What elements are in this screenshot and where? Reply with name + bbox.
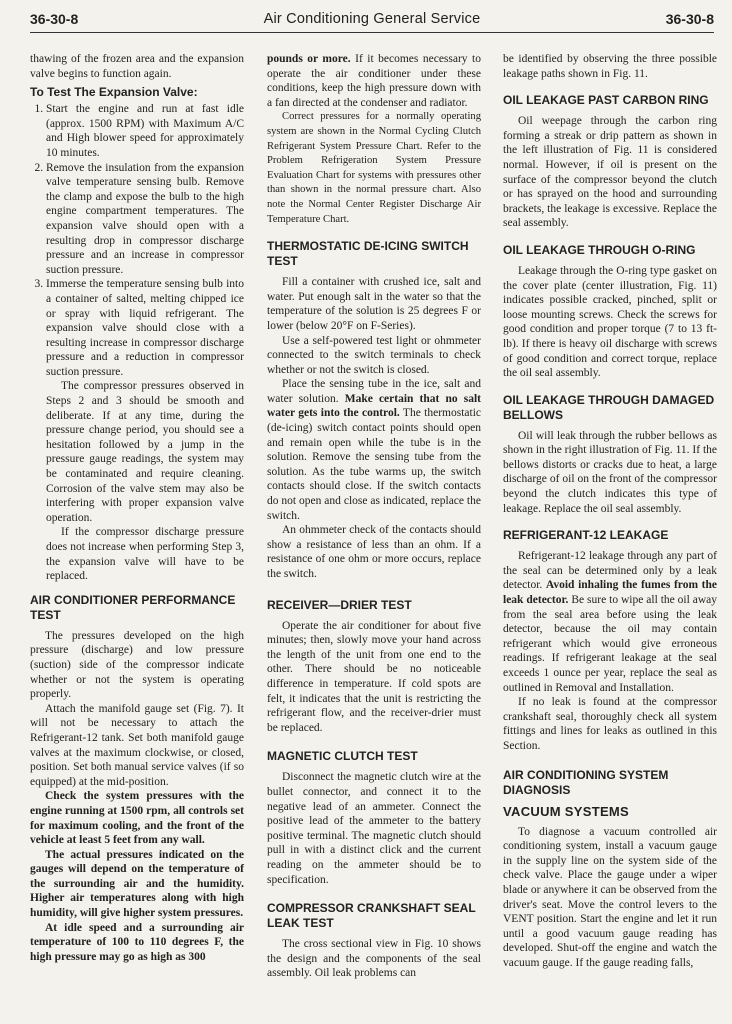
section-title: Air Conditioning General Service <box>263 11 481 27</box>
bold-text: Avoid inhaling the fumes from the leak detector. <box>503 579 717 607</box>
paragraph: If the compressor discharge pressure does not increase when performing Step 3, the expansion valve will have to be replaced. <box>46 526 244 583</box>
text: Be sure to wipe all the oil away from the seal area before using the leak detector, because the oil may contain refrigerant which would give erroneous readings. If refrigerant leakage at the seal exceeds 1 ounce per year, replace the seal as outlined in Removal and Installation. <box>503 594 717 694</box>
heading-o-ring: OIL LEAKAGE THROUGH O-RING <box>503 242 696 257</box>
heading-receiver-drier-test: RECEIVER—DRIER TEST <box>267 597 412 612</box>
paragraph: Operate the air conditioner for about five minutes; then, slowly move your hand across the length of the unit from one end to the other. There should be no noticeable difference in temperature. If cold spots are felt, it indicates that the unit is restricting the refrigerant flow, and the receiver-drier must be replaced. <box>267 619 481 734</box>
text: If it becomes necessary to operate the air conditioner under these conditions, keep the high pressure down with a fan directed at the condenser and radiator. <box>267 53 481 109</box>
paragraph <box>503 549 717 695</box>
paragraph: The pressures developed on the high pressure (discharge) and low pressure (suction) side of the compressor indicate whether or not the system is operating properly. <box>30 629 244 701</box>
page-number-left: 36-30-8 <box>30 11 79 27</box>
page-number-right: 36-30-8 <box>665 11 714 27</box>
text: Place the sensing tube in the ice, salt and water solution. <box>267 378 481 405</box>
step-item: 3. Immerse the temperature sensing bulb into a container of salted, melting chipped ice or spray with liquid refrigerant. The expansion valve should close with a resulting increase in compressor discharge pressure and a reduction in compressor suction pressure. <box>46 277 244 379</box>
paragraph: The compressor pressures observed in Steps 2 and 3 should be smooth and deliberate. If at any time, during the pressure change period, you should see a hesitation followed by a jump in the pressure gauge readings, the system may be contaminated and require cleaning. Corrosion of the valve stem may also be interfering with proper expansion valve operation. <box>46 380 244 524</box>
numbered-steps <box>30 102 244 379</box>
column-2 <box>267 52 481 981</box>
heading-thermostatic-switch-test: THERMOSTATIC DE-ICING SWITCH TEST <box>267 239 469 269</box>
paragraph: be identified by observing the three possible leakage paths shown in Fig. 11. <box>503 53 717 80</box>
step-item: 1. Start the engine and run at fast idle (approx. 1500 RPM) with Maximum A/C and High blower speed for approximately 10 minutes. <box>46 102 244 160</box>
paragraph <box>267 52 481 110</box>
paragraph: Correct pressures for a normally operating system are shown in the Normal Cycling Clutch Refrigerant System Pressure Chart. Refer to the Problem Refrigeration System Pressure Evaluation Chart for systems with pressures other than shown in the normal pressure chart. Also note the Normal Center Register Discharge Air Temperature Chart. <box>267 111 481 225</box>
heading-refrigerant-leakage: REFRIGERANT-12 LEAKAGE <box>503 528 669 543</box>
paragraph: Oil will leak through the rubber bellows as shown in the right illustration of Fig. 11. If the bellows distorts or cracks due to heat, a large discharge of oil on the front of the compressor beyond the clutch indicates this type of leakage. Replace the oil seal assembly. <box>503 429 717 515</box>
header-rule <box>30 32 714 33</box>
paragraph <box>267 275 481 333</box>
paragraph: To diagnose a vacuum controlled air conditioning system, install a vacuum gauge in the supply line on the system side of the check valve. Place the gauge under a wiper blade or anywhere it can be observed from the driver's seat. Move the control levers to the VENT position. Start the engine and let it run until a good vacuum gauge reading has developed. Shut-off the engine and watch the vacuum gauge. If the gauge reading falls, <box>503 825 717 969</box>
paragraph: An ohmmeter check of the contacts should show a resistance of less than an ohm. If a resistance of one ohm or more occurs, replace the switch. <box>267 524 481 580</box>
bold-paragraph: Check the system pressures with the engine running at 1500 rpm, all controls set for maximum cooling, and the front of the vehicle at least 5 feet from any wall. <box>30 790 244 847</box>
paragraph: Oil weepage through the carbon ring forming a streak or drip pattern as shown in the left illustration of Fig. 11 is considered normal. However, if oil is present on the surface of the compressor beyond the clutch or has sprayed on the hood and surrounding brackets, the leakage is excessive. Replace the seal assembly. <box>503 115 717 230</box>
text: The thermostatic (de-icing) switch contact points should open and remain open while the tube is in the solution. Remove the sensing tube from the solution. As the tube warms up, the switch contacts should close. If the switch contacts do not open and close as indicated, replace the switch. <box>267 407 482 522</box>
bold-text: Make certain that no salt water gets into the control. <box>267 392 481 420</box>
paragraph: If no leak is found at the compressor crankshaft seal, thoroughly check all system fittings and lines for leaks as outlined in this Section. <box>503 696 717 752</box>
text: Fill a container with crushed ice, salt and water. <box>267 276 481 303</box>
paragraph: Use a self-powered test light or ohmmeter connected to the switch terminals to check whether or not the switch is closed. <box>267 334 481 376</box>
heading-carbon-ring: OIL LEAKAGE PAST CARBON RING <box>503 93 709 108</box>
heading-vacuum-systems: VACUUM SYSTEMS <box>503 803 630 819</box>
paragraph <box>267 377 481 523</box>
heading-crankshaft-seal-test: COMPRESSOR CRANKSHAFT SEAL LEAK TEST <box>267 901 476 931</box>
heading-damaged-bellows: OIL LEAKAGE THROUGH DAMAGED BELLOWS <box>503 392 715 422</box>
bold-text: pounds or more. <box>267 53 351 65</box>
paragraph: The cross sectional view in Fig. 10 shows the design and the components of the seal assembly. Oil leak problems can <box>267 938 481 980</box>
paragraph: thawing of the frozen area and the expansion valve begins to function again. <box>30 53 244 80</box>
paragraph: Disconnect the magnetic clutch wire at the bullet connector, and connect it to the negative lead of an ammeter. Connect the positive lead of the ammeter to the battery positive terminal. The magnetic clutch should pull in with a distinct click and the current reading on the ammeter should be to specification. <box>267 771 481 886</box>
heading-magnetic-clutch-test: MAGNETIC CLUTCH TEST <box>267 749 418 764</box>
heading-system-diagnosis: AIR CONDITIONING SYSTEM DIAGNOSIS <box>503 767 669 797</box>
bold-paragraph: The actual pressures indicated on the gauges will depend on the temperature of the surrounding air and the humidity. Higher air temperatures along with high humidity, will give higher system pressures. <box>30 848 244 920</box>
paragraph: Attach the manifold gauge set (Fig. 7). It will not be necessary to attach the Refrigerant-12 tank. Set both manifold gauge valves at the maximum clockwise, or closed, position. Set both manual service valves (if so equipped) at the mid-position. <box>30 702 244 788</box>
text: Put enough salt in the water so that the temperature of the solution is 25 degrees F or lower (below 20°F on F-Series). <box>267 290 482 332</box>
step-item: 2. Remove the insulation from the expansion valve temperature sensing bulb. Remove the clamp and expose the bulb to the high engine compartment temperatures. The expansion valve should open with a resulting drop in compressor discharge pressure and an increase in compressor suction pressure. <box>46 161 244 278</box>
page-header <box>30 8 714 30</box>
bold-paragraph: At idle speed and a surrounding air temperature of 100 to 110 degrees F, the high pressure may go as high as 300 <box>30 921 244 963</box>
column-1 <box>30 52 244 964</box>
text: Refrigerant-12 leakage through any part of the seal can be determined only by a leak detector. <box>503 550 717 592</box>
paragraph: Leakage through the O-ring type gasket on the cover plate (center illustration, Fig. 11) indicates possible cracked, pinched, split or loose mounting screws. Check the screws for good condition and proper torque (7 to 13 ft-lb). If there is heavy oil discharge with screws of good condition and correct torque, replace the oil seal assembly. <box>503 264 717 380</box>
heading-performance-test: AIR CONDITIONER PERFORMANCE TEST <box>30 592 236 622</box>
column-3 <box>503 52 717 971</box>
heading-test-expansion-valve: To Test The Expansion Valve: <box>30 85 198 100</box>
